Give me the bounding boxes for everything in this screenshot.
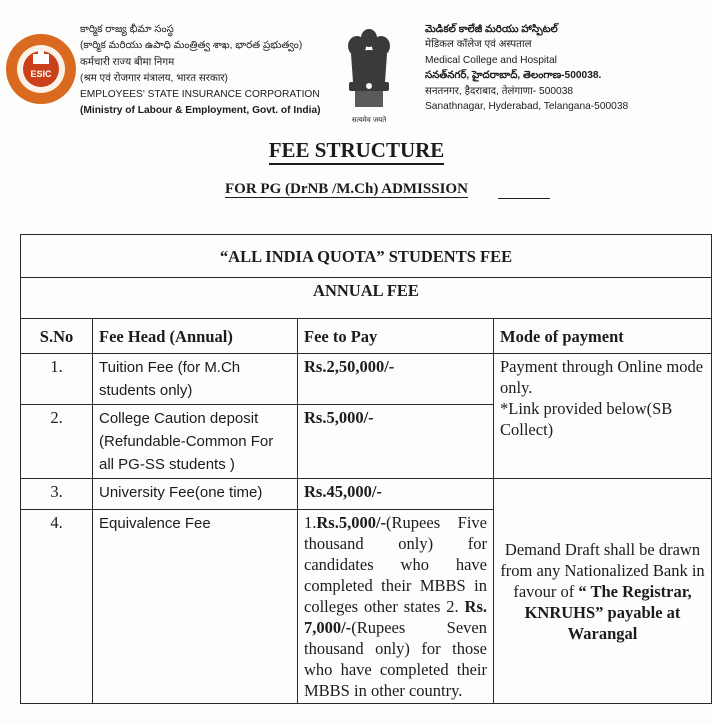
row4-fee-part2-amt: Rs. 7,000/- <box>304 597 488 637</box>
row1-head: Tuition Fee (for M.Ch students only) <box>93 354 298 405</box>
page-title: FEE STRUCTURE <box>0 138 713 163</box>
row2-fee: Rs.5,000/- <box>298 405 494 479</box>
esic-text-block <box>80 22 321 120</box>
row1-sno: 1. <box>21 354 93 405</box>
table-row <box>21 354 712 405</box>
row2-sno: 2. <box>21 405 93 479</box>
esic-line-hindi: कर्मचारी राज्य बीमा निगम <box>80 56 175 68</box>
table-row <box>21 479 712 510</box>
fee-table <box>20 234 712 704</box>
esic-line-hindi-ministry: (श्रम एवं रोजगार मंत्रालय, भारत सरकार) <box>80 72 228 84</box>
hospital-address-hindi: सनतनगर, हैदराबाद, तेलंगाणा- 500038 <box>425 85 574 97</box>
row4-sno: 4. <box>21 510 93 704</box>
hospital-header <box>425 22 628 114</box>
table-row <box>21 235 712 278</box>
emblem-motto: सत्यमेव जयते <box>351 116 387 124</box>
esic-header <box>0 22 340 122</box>
row4-fee <box>298 510 494 704</box>
row4-fee-part1-text: (Rupees Five thousand only) for candidates who have completed their MBBS in colleges other states <box>304 513 487 616</box>
page-subtitle: FOR PG (DrNB /M.Ch) ADMISSION <box>225 181 468 197</box>
ashoka-emblem-icon <box>337 24 401 116</box>
mode-online-cell <box>494 354 712 479</box>
mode-dd-text: Demand Draft shall be drawn from any Nationalized Bank in favour of <box>500 539 705 601</box>
quota-title: “ALL INDIA QUOTA” STUDENTS FEE <box>21 235 712 278</box>
table-row <box>21 278 712 319</box>
row4-fee-part1-amt: Rs.5,000/- <box>316 513 387 532</box>
esic-line-english-ministry: (Ministry of Labour & Employment, Govt. of India) <box>80 105 321 117</box>
mode-online-text: Payment through Online mode only. <box>500 357 704 397</box>
hospital-line-hindi: मेडिकल कॉलेज एवं अस्पताल <box>425 39 532 51</box>
row4-head: Equivalence Fee <box>93 510 298 704</box>
hospital-address-telugu: సనత్‌నగర్, హైదరాబాద్, తెలంగాణ-500038. <box>425 70 602 82</box>
esic-logo-icon <box>4 32 78 106</box>
row3-fee: Rs.45,000/- <box>298 479 494 510</box>
row3-sno: 3. <box>21 479 93 510</box>
mode-dd-cell <box>494 479 712 704</box>
annual-fee-label: ANNUAL FEE <box>21 278 712 319</box>
logo-text: ESIC <box>30 69 52 79</box>
row4-fee-part2-num: 2. <box>446 597 459 616</box>
header-sno: S.No <box>21 319 93 354</box>
subtitle-underline <box>498 198 550 199</box>
header-mode-of-payment: Mode of payment <box>494 319 712 354</box>
esic-line-telugu: కార్మిక రాజ్య భీమా సంస్థ <box>80 24 174 35</box>
row4-fee-part2-text: (Rupees Seven thousand only) for those who have completed their MBBS in other country. <box>304 618 487 700</box>
row3-head: University Fee(one time) <box>93 479 298 510</box>
hospital-address-english: Sanathnagar, Hyderabad, Telangana-500038 <box>425 101 629 113</box>
mode-link-text: *Link provided below(SB Collect) <box>500 399 673 439</box>
national-emblem <box>337 24 401 128</box>
table-header-row <box>21 319 712 354</box>
mode-dd-bold: “ The Registrar, KNRUHS” payable at Warangal <box>524 581 692 643</box>
row1-fee: Rs.2,50,000/- <box>298 354 494 405</box>
hospital-line-telugu: మెడికల్ కాలేజీ మరియు హాస్పిటల్ <box>425 24 558 35</box>
header-fee-to-pay: Fee to Pay <box>298 319 494 354</box>
row2-head: College Caution deposit (Refundable-Common For all PG-SS students ) <box>93 405 298 479</box>
hospital-line-english: Medical College and Hospital <box>425 54 557 66</box>
header-fee-head: Fee Head (Annual) <box>93 319 298 354</box>
esic-line-english: EMPLOYEES' STATE INSURANCE CORPORATION <box>80 89 320 101</box>
esic-line-telugu-ministry: (కార్మిక మరియు ఉపాధి మంత్రిత్వ శాఖ, భారత ప్రభుత్వం) <box>80 40 303 52</box>
row4-fee-part1-num: 1. <box>304 513 317 532</box>
